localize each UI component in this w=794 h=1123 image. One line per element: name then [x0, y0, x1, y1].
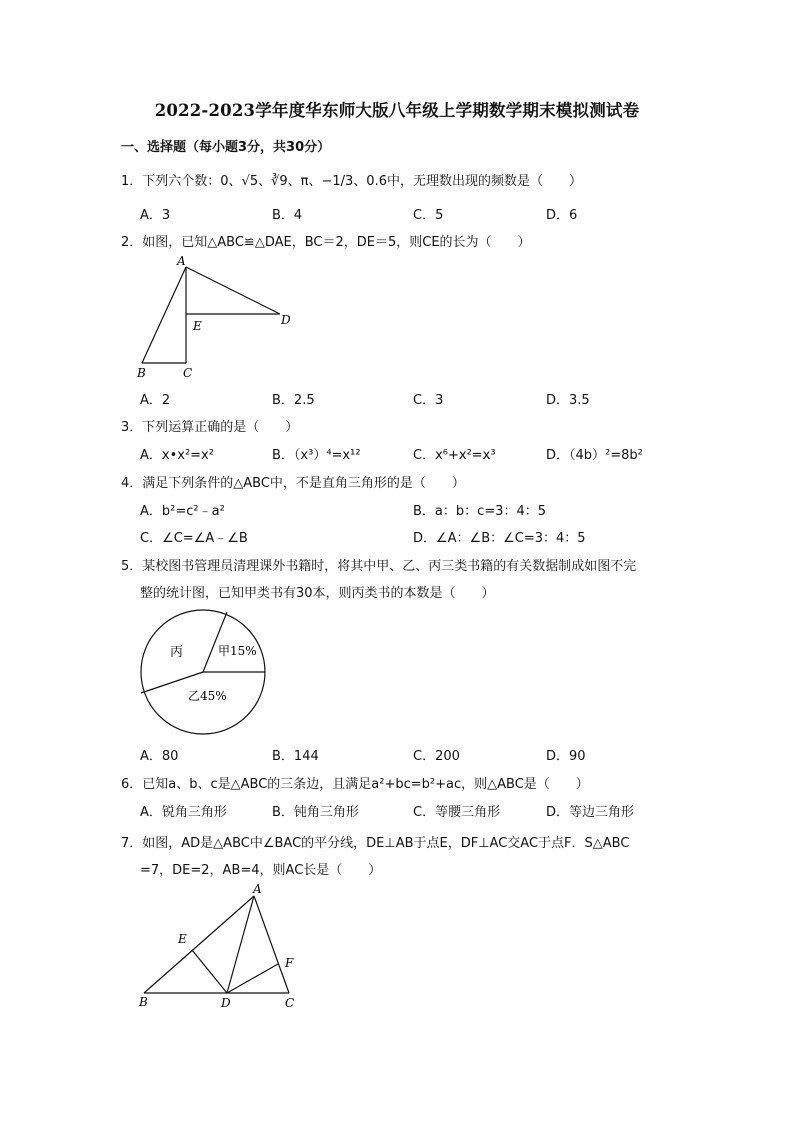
q5-label-jia: 甲15%	[218, 644, 257, 658]
q6-option-b: B．钝角三角形	[272, 805, 359, 820]
question-7-stem-line2: =7，DE=2，AB=4，则AC长是（ ）	[140, 863, 382, 878]
q6-option-a: A．锐角三角形	[140, 805, 227, 820]
q3-option-a: A．x•x²=x²	[140, 448, 214, 463]
section-heading: 一、选择题（每小题3分，共30分）	[121, 140, 331, 155]
q4-option-b: B．a：b：c=3：4：5	[413, 504, 546, 519]
q6-option-d: D．等边三角形	[546, 805, 635, 820]
q7-label-c: C	[285, 996, 295, 1010]
q2-option-a: A．2	[140, 393, 171, 408]
q1-option-b: B．4	[272, 208, 303, 223]
q3-option-b: B．（x³）⁴=x¹²	[272, 448, 361, 463]
q2-label-d: D	[281, 313, 291, 327]
question-6-stem: 6．已知a、b、c是△ABC的三条边，且满足a²+bc=b²+ac，则△ABC是（ ）	[121, 777, 589, 792]
question-1-stem: 1．下列六个数：0、√5、∛9、π、−1/3、0.6̇中，无理数出现的频数是（ ）	[121, 174, 582, 189]
page-title: 2022-2023学年度华东师大版八年级上学期数学期末模拟测试卷	[154, 101, 640, 120]
q2-label-c: C	[183, 366, 193, 380]
q5-option-d: D．90	[546, 749, 586, 764]
q2-option-c: C．3	[413, 393, 444, 408]
q5-label-bing: 丙	[170, 645, 184, 660]
q7-label-e: E	[178, 932, 187, 946]
q5-option-c: C．200	[413, 749, 460, 764]
question-5-stem-line2: 整的统计图，已知甲类书有30本，则丙类书的本数是（ ）	[140, 586, 495, 601]
q3-option-d: D．（4b）²=8b²	[546, 448, 643, 463]
question-2-stem: 2．如图，已知△ABC≌△DAE，BC＝2，DE＝5，则CE的长为（ ）	[121, 235, 531, 250]
q5-option-b: B．144	[272, 749, 319, 764]
question-5-stem-line1: 5．某校图书管理员清理课外书籍时，将其中甲、乙、丙三类书籍的有关数据制成如图不完	[121, 559, 637, 574]
q2-label-e: E	[193, 319, 202, 333]
q4-option-c: C．∠C=∠A﹣∠B	[140, 531, 248, 546]
q2-label-a: A	[177, 254, 186, 268]
q2-option-d: D．3.5	[546, 393, 590, 408]
q5-option-a: A．80	[140, 749, 179, 764]
q2-option-b: B．2.5	[272, 393, 315, 408]
q3-option-c: C．x⁶+x²=x³	[413, 448, 496, 463]
q2-figure	[130, 250, 310, 384]
q1-option-d: D．6	[546, 208, 578, 223]
q7-label-f: F	[285, 956, 294, 970]
question-7-stem-line1: 7．如图，AD是△ABC中∠BAC的平分线，DE⊥AB于点E，DF⊥AC交AC于点F．S△ABC	[121, 836, 630, 851]
q1-option-c: C．5	[413, 208, 444, 223]
q1-option-a: A．3	[140, 208, 171, 223]
question-3-stem: 3．下列运算正确的是（ ）	[121, 420, 299, 435]
q5-label-yi: 乙45%	[188, 689, 227, 703]
q4-option-d: D．∠A：∠B：∠C=3：4：5	[413, 531, 586, 546]
q7-label-d: D	[221, 996, 231, 1010]
q6-option-c: C．等腰三角形	[413, 805, 501, 820]
q5-pie-figure	[134, 606, 274, 740]
q2-label-b: B	[137, 366, 146, 380]
q7-label-b: B	[139, 995, 148, 1009]
q7-figure	[132, 878, 312, 1014]
question-4-stem: 4．满足下列条件的△ABC中，不是直角三角形的是（ ）	[121, 476, 465, 491]
q7-label-a: A	[253, 882, 262, 896]
q4-option-a: A．b²=c²﹣a²	[140, 504, 225, 519]
